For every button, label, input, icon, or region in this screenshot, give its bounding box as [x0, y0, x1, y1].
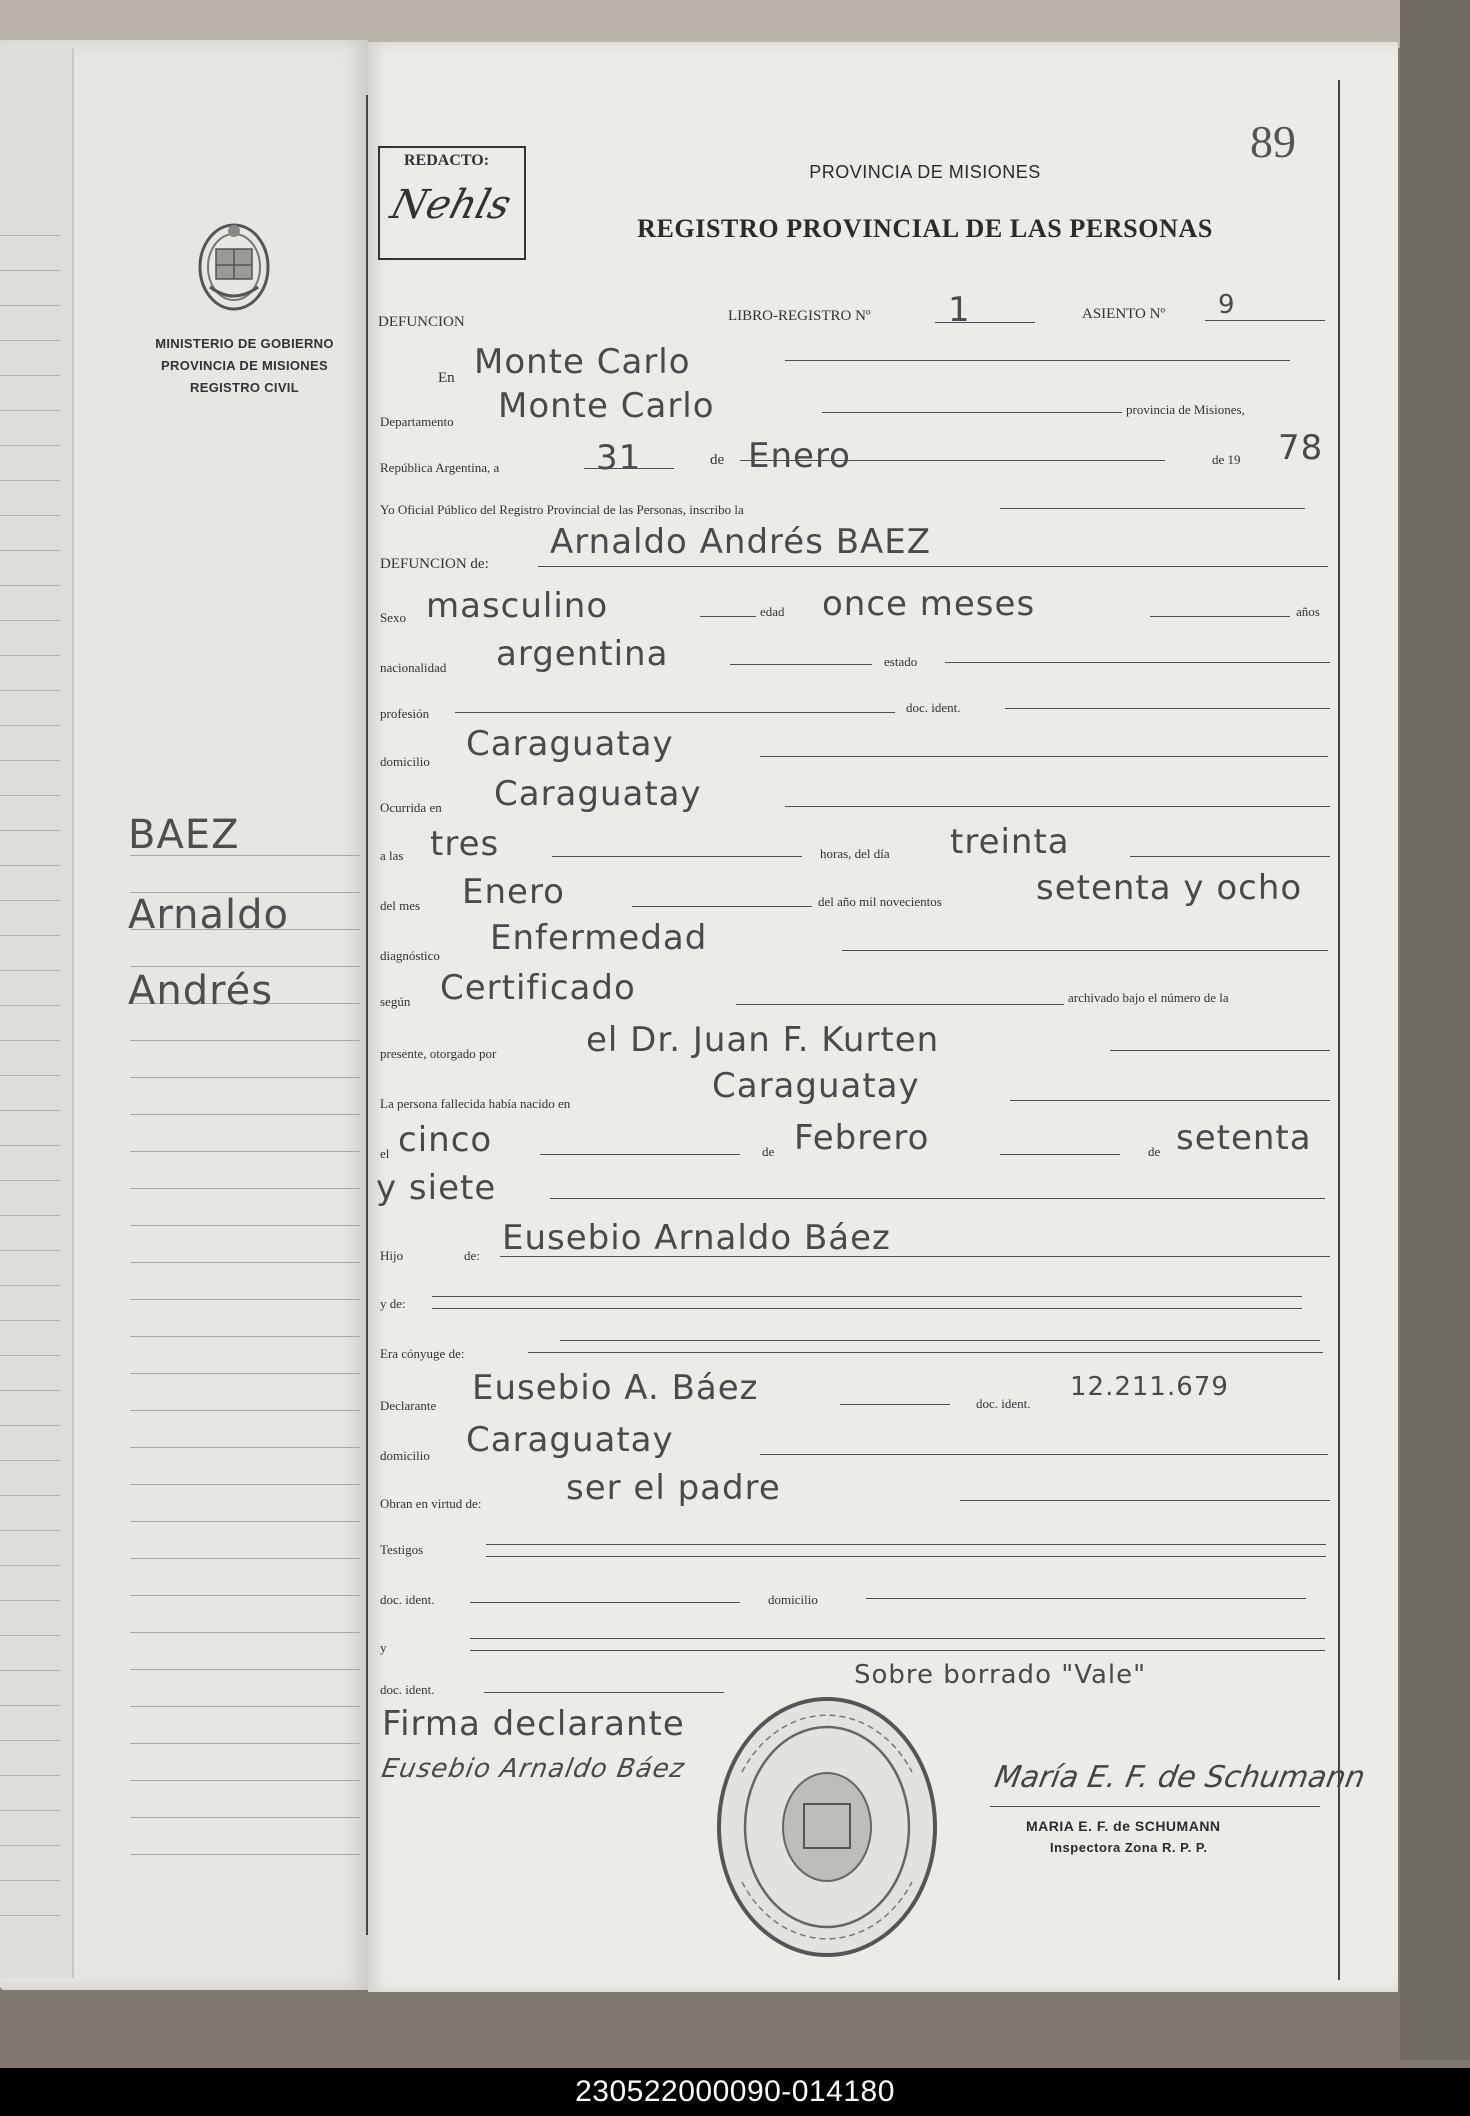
presente-value: el Dr. Juan F. Kurten [586, 1020, 940, 1060]
left-strip [0, 48, 74, 1978]
nacido-label: La persona fallecida había nacido en [380, 1096, 571, 1111]
official-stamp-icon [712, 1692, 942, 1962]
testigos-label: Testigos [380, 1542, 424, 1557]
segun-line [736, 1004, 1064, 1005]
nac-mes-value: Febrero [794, 1118, 930, 1158]
provincial-seal-icon [196, 215, 272, 315]
obran-value: ser el padre [566, 1468, 781, 1508]
ruled-line [0, 375, 60, 376]
anos-label: años [1296, 604, 1320, 619]
t2-doc-label: doc. ident. [380, 1682, 435, 1697]
provincia-label: provincia de Misiones, [1126, 402, 1245, 417]
index-ruled-line [130, 1484, 360, 1485]
ministry-line: PROVINCIA DE MISIONES [161, 358, 328, 373]
index-ruled-line [130, 1447, 360, 1448]
decl-doc-label: doc. ident. [976, 1396, 1031, 1411]
index-ruled-line [130, 1077, 360, 1078]
index-ruled-line [130, 1262, 360, 1263]
index-ruled-line [130, 1114, 360, 1115]
index-ruled-line [130, 1225, 360, 1226]
ruled-line [0, 1320, 60, 1321]
official-name: MARIA E. F. de SCHUMANN [1026, 1818, 1221, 1834]
del-ano-label: del año mil novecientos [818, 894, 942, 909]
ruled-line [0, 1110, 60, 1111]
mes-line [632, 906, 812, 907]
parent-name: Eusebio Arnaldo Báez [502, 1218, 891, 1258]
libro-line [935, 322, 1035, 323]
month-value: Enero [748, 436, 851, 476]
doc-ident-label: doc. ident. [906, 700, 961, 715]
horas-label: horas, del día [820, 846, 890, 861]
mes-value: Enero [462, 872, 565, 912]
ruled-line [0, 550, 60, 551]
republica-label: República Argentina, a [380, 460, 500, 475]
index-ruled-line [130, 1706, 360, 1707]
ruled-line [0, 1215, 60, 1216]
domicilio-value: Caraguatay [466, 724, 674, 764]
official-signature: María E. F. de Schumann [991, 1760, 1368, 1795]
nac-ano-value: setenta [1176, 1118, 1312, 1158]
dia-value: treinta [950, 822, 1070, 862]
nacionalidad-label: nacionalidad [380, 660, 447, 675]
profesion-label: profesión [380, 706, 430, 721]
index-surname: BAEZ [128, 812, 240, 858]
nac-dia-value: cinco [398, 1120, 493, 1160]
conyuge-line-1 [528, 1352, 1323, 1353]
nacido-line [1010, 1100, 1330, 1101]
ruled-line [0, 585, 60, 586]
ruled-line [0, 410, 60, 411]
ruled-line [0, 1600, 60, 1601]
domicilio-line [760, 756, 1328, 757]
hijo-de-label: de: [464, 1248, 480, 1263]
diagnostico-line [842, 950, 1328, 951]
profesion-line [455, 712, 895, 713]
de-label: de [710, 452, 725, 468]
edad-value: once meses [822, 584, 1036, 624]
ocurrida-value: Caraguatay [494, 774, 702, 814]
ruled-line [0, 1915, 60, 1916]
sexo-label: Sexo [380, 610, 406, 625]
diagnostico-label: diagnóstico [380, 948, 440, 963]
declarante-signature: Eusebio Arnaldo Báez [379, 1754, 688, 1784]
doc-ident-line [1005, 708, 1330, 709]
t-domicilio-label: domicilio [768, 1592, 818, 1607]
ministry-line: REGISTRO CIVIL [190, 380, 299, 395]
index-ruled-line [130, 1521, 360, 1522]
y-line-1 [470, 1638, 1325, 1639]
ruled-line [0, 445, 60, 446]
decl-doc-value: 12.211.679 [1070, 1372, 1229, 1402]
index-ruled-line [130, 1669, 360, 1670]
day-value: 31 [596, 438, 642, 478]
ruled-line [0, 1740, 60, 1741]
nac-ano-cont: y siete [376, 1168, 497, 1208]
departamento-value: Monte Carlo [498, 386, 715, 426]
ocurrida-label: Ocurrida en [380, 800, 442, 815]
ruled-line [0, 1145, 60, 1146]
index-ruled-line [130, 1743, 360, 1744]
y-line-2 [470, 1650, 1325, 1651]
ruled-line [0, 1075, 60, 1076]
ruled-line [0, 830, 60, 831]
ruled-line [0, 270, 60, 271]
ruled-line [0, 620, 60, 621]
asiento-line [1205, 320, 1325, 321]
dia-line [1130, 856, 1330, 857]
ministry-heading [132, 333, 357, 399]
month-line [740, 460, 1165, 461]
t-doc-label: doc. ident. [380, 1592, 435, 1607]
presente-label: presente, otorgado por [380, 1046, 497, 1061]
en-line [785, 360, 1290, 361]
ruled-line [0, 865, 60, 866]
index-name-1: Arnaldo [128, 892, 289, 938]
ruled-line [0, 1775, 60, 1776]
footer-code: 230522000090-014180 [575, 2075, 895, 2108]
t2-doc-line [484, 1692, 724, 1693]
ruled-line [0, 1460, 60, 1461]
ruled-line [0, 515, 60, 516]
index-ruled-line [130, 1854, 360, 1855]
index-ruled-line [130, 1558, 360, 1559]
page-number: 89 [1250, 116, 1296, 167]
ruled-line [0, 340, 60, 341]
estado-label: estado [884, 654, 918, 669]
nacido-value: Caraguatay [712, 1066, 920, 1106]
declarante-line [840, 1404, 950, 1405]
redacto-signature: Nehls [385, 182, 516, 228]
en-label: En [438, 370, 455, 386]
ruled-line [0, 935, 60, 936]
departamento-label: Departamento [380, 414, 454, 429]
defuncion-de-label: DEFUNCION de: [380, 556, 489, 572]
day-line [584, 468, 674, 469]
deceased-line [538, 566, 1328, 567]
index-ruled-line [130, 1595, 360, 1596]
redacto-box [378, 146, 526, 260]
index-name-2: Andrés [128, 968, 274, 1014]
index-ruled-line [130, 1632, 360, 1633]
ruled-line [0, 1880, 60, 1881]
ruled-line [0, 1530, 60, 1531]
ministry-line: MINISTERIO DE GOBIERNO [155, 336, 334, 351]
testigos-line-2 [486, 1556, 1326, 1557]
year-value: 78 [1278, 428, 1324, 468]
ruled-line [0, 690, 60, 691]
hijo-label: Hijo [380, 1248, 404, 1263]
y-de-label: y de: [380, 1296, 406, 1311]
right-rule [1338, 80, 1340, 1980]
sexo-line [700, 616, 756, 617]
hora-line [552, 856, 802, 857]
asiento-value: 9 [1218, 290, 1236, 320]
nac-ano-cont-line [550, 1198, 1325, 1199]
nacionalidad-value: argentina [496, 634, 669, 674]
presente-line [1110, 1050, 1330, 1051]
domicilio-2-line [760, 1454, 1328, 1455]
redacto-label: REDACTO: [404, 152, 490, 169]
declarante-label: Declarante [380, 1398, 437, 1413]
ruled-line [0, 1635, 60, 1636]
ruled-line [0, 1390, 60, 1391]
ruled-line [0, 1040, 60, 1041]
deceased-name: Arnaldo Andrés BAEZ [550, 522, 932, 562]
ano-value: setenta y ocho [1036, 868, 1303, 908]
declarante-value: Eusebio A. Báez [472, 1368, 759, 1408]
firma-label: Firma declarante [382, 1704, 685, 1744]
diagnostico-value: Enfermedad [490, 918, 708, 958]
estado-line [945, 662, 1330, 663]
ruled-line [0, 900, 60, 901]
oficial-line [1000, 508, 1305, 509]
ruled-line [0, 1005, 60, 1006]
year-label: de 19 [1212, 452, 1241, 467]
nac-dia-line [540, 1154, 740, 1155]
segun-label: según [380, 994, 411, 1009]
backdrop-right [1400, 0, 1470, 2060]
domicilio-2-label: domicilio [380, 1448, 430, 1463]
defuncion-label: DEFUNCION [378, 314, 465, 330]
ruled-line [0, 655, 60, 656]
ruled-line [0, 480, 60, 481]
el-label: el [380, 1146, 390, 1161]
index-ruled-line [130, 1817, 360, 1818]
ruled-line [0, 1180, 60, 1181]
edad-line [1150, 616, 1290, 617]
departamento-line [822, 412, 1122, 413]
t-doc-line [470, 1602, 740, 1603]
ruled-line [0, 1845, 60, 1846]
hora-value: tres [430, 824, 500, 864]
index-ruled-line [130, 1299, 360, 1300]
index-ruled-line [130, 1151, 360, 1152]
ruled-line [0, 1250, 60, 1251]
ruled-line [0, 1565, 60, 1566]
edad-label: edad [760, 604, 785, 619]
y-de-line-1 [432, 1296, 1302, 1297]
ruled-line [0, 1705, 60, 1706]
ruled-line [0, 305, 60, 306]
domicilio-label: domicilio [380, 754, 430, 769]
ruled-line [0, 760, 60, 761]
margin-rule [366, 95, 368, 1935]
ruled-line [0, 1670, 60, 1671]
registry-title: REGISTRO PROVINCIAL DE LAS PERSONAS [637, 214, 1213, 243]
de-label-3: de [1148, 1144, 1161, 1159]
en-value: Monte Carlo [474, 342, 691, 382]
y-label: y [380, 1640, 387, 1655]
index-ruled-line [130, 966, 360, 967]
archivado-label: archivado bajo el número de la [1068, 990, 1229, 1005]
testigos-line-1 [486, 1544, 1326, 1545]
y-de-line-2 [432, 1308, 1302, 1309]
del-mes-label: del mes [380, 898, 421, 913]
index-ruled-line [130, 1040, 360, 1041]
libro-label: LIBRO-REGISTRO Nº [728, 308, 871, 324]
ruled-line [0, 725, 60, 726]
obran-line [960, 1500, 1330, 1501]
ruled-line [0, 1425, 60, 1426]
ruled-line [0, 1495, 60, 1496]
official-title: Inspectora Zona R. P. P. [1050, 1840, 1208, 1855]
conyuge-line-2 [560, 1340, 1320, 1341]
ruled-line [0, 970, 60, 971]
signature-line [990, 1806, 1320, 1807]
index-ruled-line [130, 1780, 360, 1781]
index-ruled-line [130, 1188, 360, 1189]
nac-mes-line [1000, 1154, 1120, 1155]
ruled-line [0, 1810, 60, 1811]
a-las-label: a las [380, 848, 404, 863]
ruled-line [0, 1285, 60, 1286]
ocurrida-line [785, 806, 1330, 807]
index-ruled-line [130, 1410, 360, 1411]
segun-value: Certificado [440, 968, 636, 1008]
parent-line [500, 1256, 1330, 1257]
obran-label: Obran en virtud de: [380, 1496, 482, 1511]
nacionalidad-line [730, 664, 872, 665]
sexo-value: masculino [426, 586, 609, 626]
oficial-text: Yo Oficial Público del Registro Provincial de las Personas, inscribo la [380, 502, 744, 517]
asiento-label: ASIENTO Nº [1082, 306, 1166, 322]
de-label-2: de [762, 1144, 775, 1159]
libro-value: 1 [948, 290, 971, 330]
index-ruled-line [130, 1336, 360, 1337]
ruled-line [0, 1355, 60, 1356]
sobre-borrado: Sobre borrado "Vale" [854, 1660, 1147, 1690]
domicilio-2-value: Caraguatay [466, 1420, 674, 1460]
ruled-line [0, 795, 60, 796]
province-title: PROVINCIA DE MISIONES [809, 162, 1041, 182]
t-domicilio-line [866, 1598, 1306, 1599]
ruled-line [0, 235, 60, 236]
conyuge-label: Era cónyuge de: [380, 1346, 465, 1361]
index-ruled-line [130, 1373, 360, 1374]
